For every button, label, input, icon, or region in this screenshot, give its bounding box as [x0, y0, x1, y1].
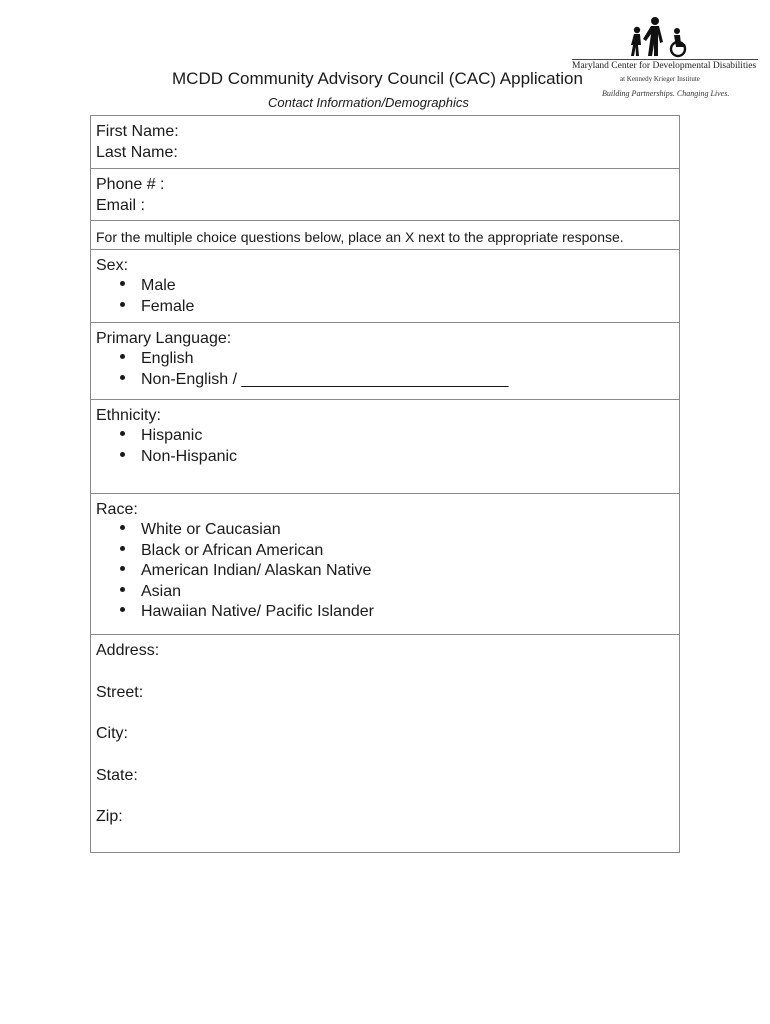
language-label: Primary Language: — [96, 330, 232, 347]
language-options — [96, 349, 674, 390]
sex-label: Sex: — [96, 257, 129, 274]
address-label: Address: — [96, 642, 160, 659]
logo-org-name: Maryland Center for Developmental Disabilities — [572, 61, 757, 71]
city-field[interactable]: City: — [96, 725, 128, 742]
language-option-english[interactable]: English — [118, 349, 674, 370]
organization-logo — [572, 16, 758, 102]
ethnicity-option-hispanic[interactable]: Hispanic — [118, 426, 674, 447]
ethnicity-section — [91, 400, 679, 494]
sex-options — [96, 276, 674, 317]
race-option-american-indian[interactable]: American Indian/ Alaskan Native — [118, 561, 674, 582]
instructions-text: For the multiple choice questions below, place an X next to the appropriate response. — [96, 229, 624, 245]
logo-tagline: Building Partnerships. Changing Lives. — [602, 89, 730, 98]
race-option-asian[interactable]: Asian — [118, 582, 674, 603]
state-field[interactable]: State: — [96, 766, 138, 784]
race-option-white[interactable]: White or Caucasian — [118, 520, 674, 541]
family-figures-icon — [626, 16, 696, 58]
first-name-field[interactable]: First Name: — [96, 123, 179, 140]
ethnicity-options — [96, 426, 674, 467]
race-option-hawaiian[interactable]: Hawaiian Native/ Pacific Islander — [118, 602, 674, 623]
address-section — [91, 635, 679, 852]
contact-section — [91, 169, 679, 221]
application-form — [90, 115, 680, 853]
logo-divider — [572, 59, 758, 60]
sex-option-male[interactable]: Male — [118, 276, 674, 297]
race-label: Race: — [96, 501, 138, 518]
race-section — [91, 494, 679, 635]
phone-field[interactable]: Phone # : — [96, 176, 165, 193]
zip-field[interactable]: Zip: — [96, 808, 123, 825]
name-section — [91, 116, 679, 169]
sex-option-female[interactable]: Female — [118, 297, 674, 318]
race-options — [96, 520, 674, 623]
page-title: MCDD Community Advisory Council (CAC) Application — [172, 69, 583, 88]
language-section — [91, 323, 679, 400]
language-option-non-english[interactable]: Non-English / ______________________________ — [118, 370, 674, 391]
ethnicity-label: Ethnicity: — [96, 407, 161, 424]
instructions-section — [91, 221, 679, 250]
logo-sub-line: at Kennedy Krieger Institute — [620, 75, 700, 83]
ethnicity-option-non-hispanic[interactable]: Non-Hispanic — [118, 447, 674, 468]
sex-section — [91, 250, 679, 323]
email-field[interactable]: Email : — [96, 197, 145, 214]
last-name-field[interactable]: Last Name: — [96, 144, 178, 161]
street-field[interactable]: Street: — [96, 683, 144, 701]
page-subtitle: Contact Information/Demographics — [268, 95, 469, 110]
race-option-black[interactable]: Black or African American — [118, 541, 674, 562]
